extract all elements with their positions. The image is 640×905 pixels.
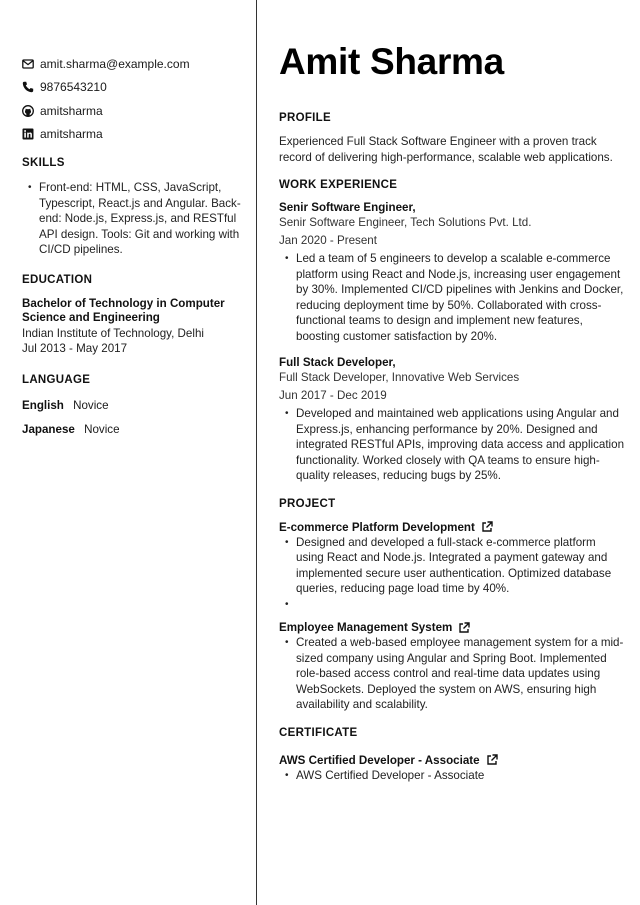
profile-text: Experienced Full Stack Software Engineer with a proven track record of delivering high-performance, scalable web applications. bbox=[279, 135, 613, 164]
linkedin-text[interactable]: amitsharma bbox=[40, 127, 103, 142]
job-bullet: • Developed and maintained web applications using Angular and Express.js, enhancing performance by 20%. Designed and integrated RESTful APIs, improving data access and application functionality. Worked closely with QA teams to ensure high-quality releases, reducing bugs by 25%. bbox=[296, 406, 625, 484]
github-icon bbox=[22, 105, 34, 117]
language-item bbox=[22, 399, 248, 413]
job-title: Senir Software Engineer, bbox=[279, 201, 416, 214]
email-text[interactable]: amit.sharma@example.com bbox=[40, 56, 190, 71]
experience-heading: WORK EXPERIENCE bbox=[279, 179, 398, 191]
job-entry bbox=[279, 201, 625, 344]
project-title bbox=[279, 520, 625, 535]
linkedin-icon bbox=[22, 128, 34, 140]
github-text[interactable]: amitsharma bbox=[40, 103, 103, 118]
certificate-title bbox=[279, 753, 625, 768]
education-institution: Indian Institute of Technology, Delhi bbox=[22, 326, 204, 340]
phone-icon bbox=[22, 81, 34, 93]
certificate-bullet: • AWS Certified Developer - Associate bbox=[296, 768, 625, 784]
project-title bbox=[279, 620, 625, 635]
education-heading: EDUCATION bbox=[22, 273, 93, 286]
external-link-icon[interactable] bbox=[458, 622, 470, 634]
education-degree: Bachelor of Technology in Computer Science and Engineering bbox=[22, 296, 225, 324]
project-bullets bbox=[279, 635, 625, 713]
contact-phone[interactable] bbox=[22, 76, 248, 100]
project-bullets bbox=[279, 535, 625, 613]
education-dates: Jul 2013 - May 2017 bbox=[22, 342, 128, 355]
left-column bbox=[22, 52, 248, 447]
certificate-heading: CERTIFICATE bbox=[279, 726, 358, 739]
external-link-icon[interactable] bbox=[481, 521, 493, 533]
language-heading: LANGUAGE bbox=[22, 373, 91, 386]
language-name: Japanese bbox=[22, 422, 75, 436]
skills-item: • Front-end: HTML, CSS, JavaScript, Typescript, React.js and Angular. Back-end: Node.js, Express.js, and RESTful API design. Tools: Git and working with CI/CD pipelines. bbox=[39, 180, 248, 258]
project-bullet: • Designed and developed a full-stack e-commerce platform using React and Node.js. Integrated a payment gateway and implemented secure user authentication. Optimized database queries, reducing page load time by 40%. bbox=[296, 535, 625, 597]
certificate-bullets bbox=[279, 768, 625, 784]
phone-text[interactable]: 9876543210 bbox=[40, 80, 107, 95]
job-subtitle: Full Stack Developer, Innovative Web Services bbox=[279, 371, 520, 384]
language-name: English bbox=[22, 398, 64, 412]
project-bullet-empty bbox=[296, 597, 625, 613]
right-column bbox=[279, 40, 625, 783]
job-dates: Jun 2017 - Dec 2019 bbox=[279, 389, 387, 402]
job-entry bbox=[279, 356, 625, 484]
project-title-text: E-commerce Platform Development bbox=[279, 520, 475, 534]
project-entry bbox=[279, 620, 625, 713]
column-divider bbox=[256, 0, 257, 905]
language-level: Novice bbox=[84, 422, 120, 436]
job-title: Full Stack Developer, bbox=[279, 356, 396, 369]
contact-github[interactable] bbox=[22, 99, 248, 123]
job-bullet: • Led a team of 5 engineers to develop a scalable e-commerce platform using React and Node.js, increasing user engagement by 30%. Implemented CI/CD pipelines with Jenkins and Docker, reducing deployment time by 50%. Collaborated with cross-functional teams to design and implement new features, boosting customer satisfaction by 20%. bbox=[296, 251, 625, 344]
project-title-text: Employee Management System bbox=[279, 621, 453, 634]
job-dates: Jan 2020 - Present bbox=[279, 234, 377, 247]
job-bullets bbox=[279, 251, 625, 344]
job-bullets bbox=[279, 406, 625, 484]
job-subtitle: Senir Software Engineer, Tech Solutions Pvt. Ltd. bbox=[279, 216, 532, 229]
project-entry bbox=[279, 520, 625, 613]
candidate-name: Amit Sharma bbox=[279, 41, 504, 82]
skills-heading: SKILLS bbox=[22, 157, 65, 169]
envelope-icon bbox=[22, 58, 34, 70]
profile-heading: PROFILE bbox=[279, 112, 331, 124]
project-heading: PROJECT bbox=[279, 497, 336, 510]
skills-list bbox=[22, 180, 248, 258]
contact-email[interactable] bbox=[22, 52, 248, 76]
project-bullet: • Created a web-based employee management system for a mid-sized company using Angular and Spring Boot. Implemented role-based access control and real-time data updates using WebSockets. Deployed the system on AWS, ensuring high availability and scalability. bbox=[296, 635, 625, 713]
contact-linkedin[interactable] bbox=[22, 123, 248, 147]
language-item bbox=[22, 423, 248, 437]
external-link-icon[interactable] bbox=[486, 754, 498, 766]
language-level: Novice bbox=[73, 398, 109, 412]
certificate-title-text: AWS Certified Developer - Associate bbox=[279, 753, 480, 767]
